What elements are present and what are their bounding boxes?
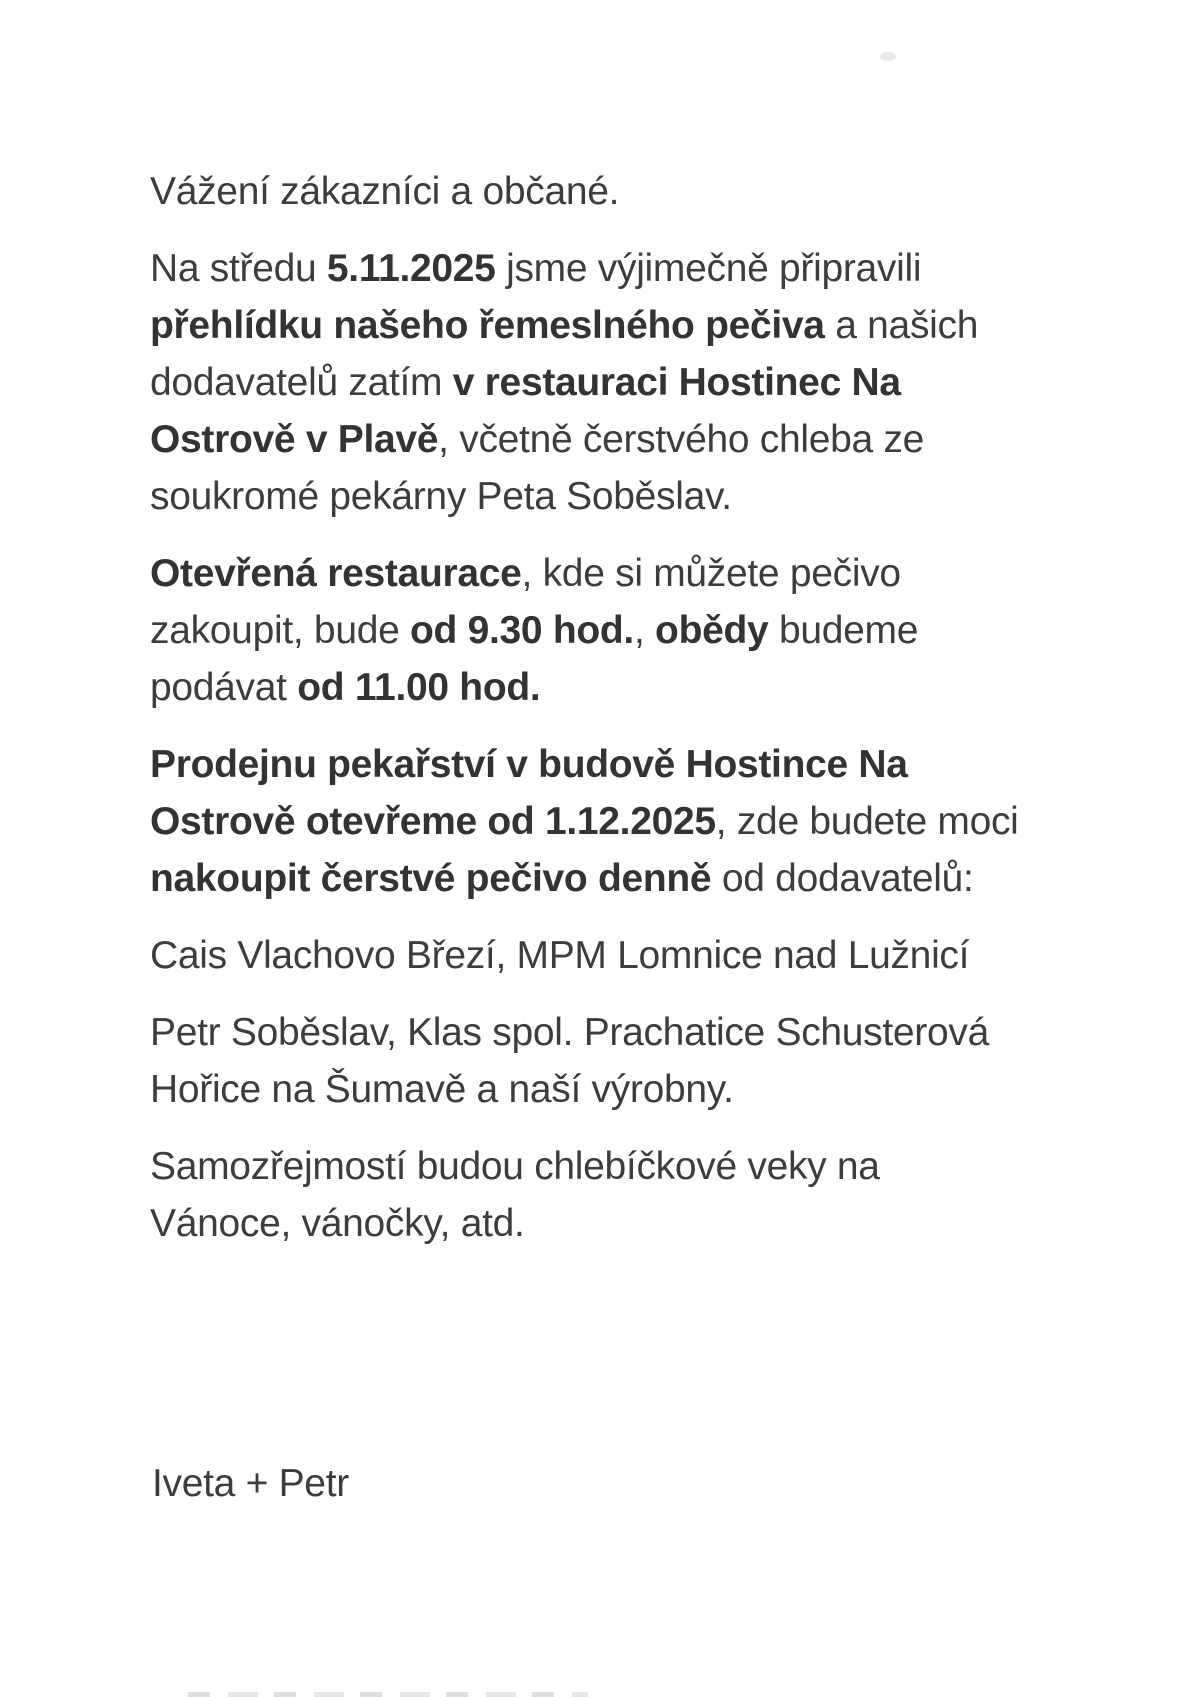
text-run: Samozřejmostí budou chlebíčkové veky na [150, 1145, 880, 1188]
text-line [150, 297, 1130, 354]
paragraph-event-announcement [150, 240, 1130, 525]
paragraph-suppliers-line-1 [150, 927, 1130, 984]
text-line [150, 354, 1130, 411]
bold-text-run: obědy [655, 609, 769, 652]
paragraph-greeting [150, 163, 1130, 220]
text-run: soukromé pekárny Peta Soběslav. [150, 475, 732, 518]
text-run: dodavatelů zatím [150, 361, 453, 404]
text-run: Petr Soběslav, Klas spol. Prachatice Schusterová [150, 1011, 989, 1054]
text-line [150, 850, 1130, 907]
text-run: , kde si můžete pečivo [521, 552, 901, 595]
text-line [150, 1195, 1130, 1252]
text-line [150, 793, 1130, 850]
text-line [150, 927, 1130, 984]
text-line [150, 1138, 1130, 1195]
text-line [150, 411, 1130, 468]
bold-text-run: Prodejnu pekařství v budově Hostince Na [150, 743, 908, 786]
text-line [150, 468, 1130, 525]
bold-text-run: Ostrově otevřeme od 1.12.2025 [150, 800, 716, 843]
text-line [150, 602, 1130, 659]
paragraph-suppliers-line-2 [150, 1004, 1130, 1118]
notice-text [150, 163, 1130, 1272]
text-line [150, 736, 1130, 793]
bold-text-run: Otevřená restaurace [150, 552, 522, 595]
bold-text-run: Ostrově v Plavě [150, 418, 439, 461]
text-run: Vážení zákazníci a občané. [150, 170, 620, 213]
scan-artifact-cutoff-text [188, 1692, 588, 1697]
text-run: Na středu [150, 247, 327, 290]
text-run: a našich [824, 304, 979, 347]
text-line [150, 1004, 1130, 1061]
paragraph-christmas-note [150, 1138, 1130, 1252]
signature: Iveta + Petr [152, 1462, 349, 1505]
text-run: Vánoce, vánočky, atd. [150, 1202, 525, 1245]
bold-text-run: v restauraci Hostinec Na [452, 361, 901, 404]
bold-text-run: 5.11.2025 [326, 247, 496, 290]
text-line [150, 163, 1130, 220]
text-run: , [633, 609, 656, 652]
bold-text-run: od 9.30 hod. [410, 609, 634, 652]
text-run: Hořice na Šumavě a naší výrobny. [150, 1068, 734, 1111]
text-line [150, 545, 1130, 602]
bold-text-run: nakoupit čerstvé pečivo denně [150, 857, 712, 900]
text-line [150, 659, 1130, 716]
text-line [150, 240, 1130, 297]
text-run: zakoupit, bude [150, 609, 411, 652]
text-run: od dodavatelů: [711, 857, 974, 900]
paragraph-opening-hours [150, 545, 1130, 716]
bold-text-run: od 11.00 hod. [297, 666, 541, 709]
text-run: , včetně čerstvého chleba ze [438, 418, 925, 461]
text-run: podávat [150, 666, 298, 709]
text-run: budeme [768, 609, 919, 652]
text-run: jsme výjimečně připravili [495, 247, 922, 290]
text-run: Cais Vlachovo Březí, MPM Lomnice nad Lužnicí [150, 934, 970, 977]
text-line [150, 1061, 1130, 1118]
bold-text-run: přehlídku našeho řemeslného pečiva [150, 304, 825, 347]
paragraph-bakery-shop-opening [150, 736, 1130, 907]
scan-artifact-speck [880, 52, 896, 61]
text-run: , zde budete moci [715, 800, 1019, 843]
